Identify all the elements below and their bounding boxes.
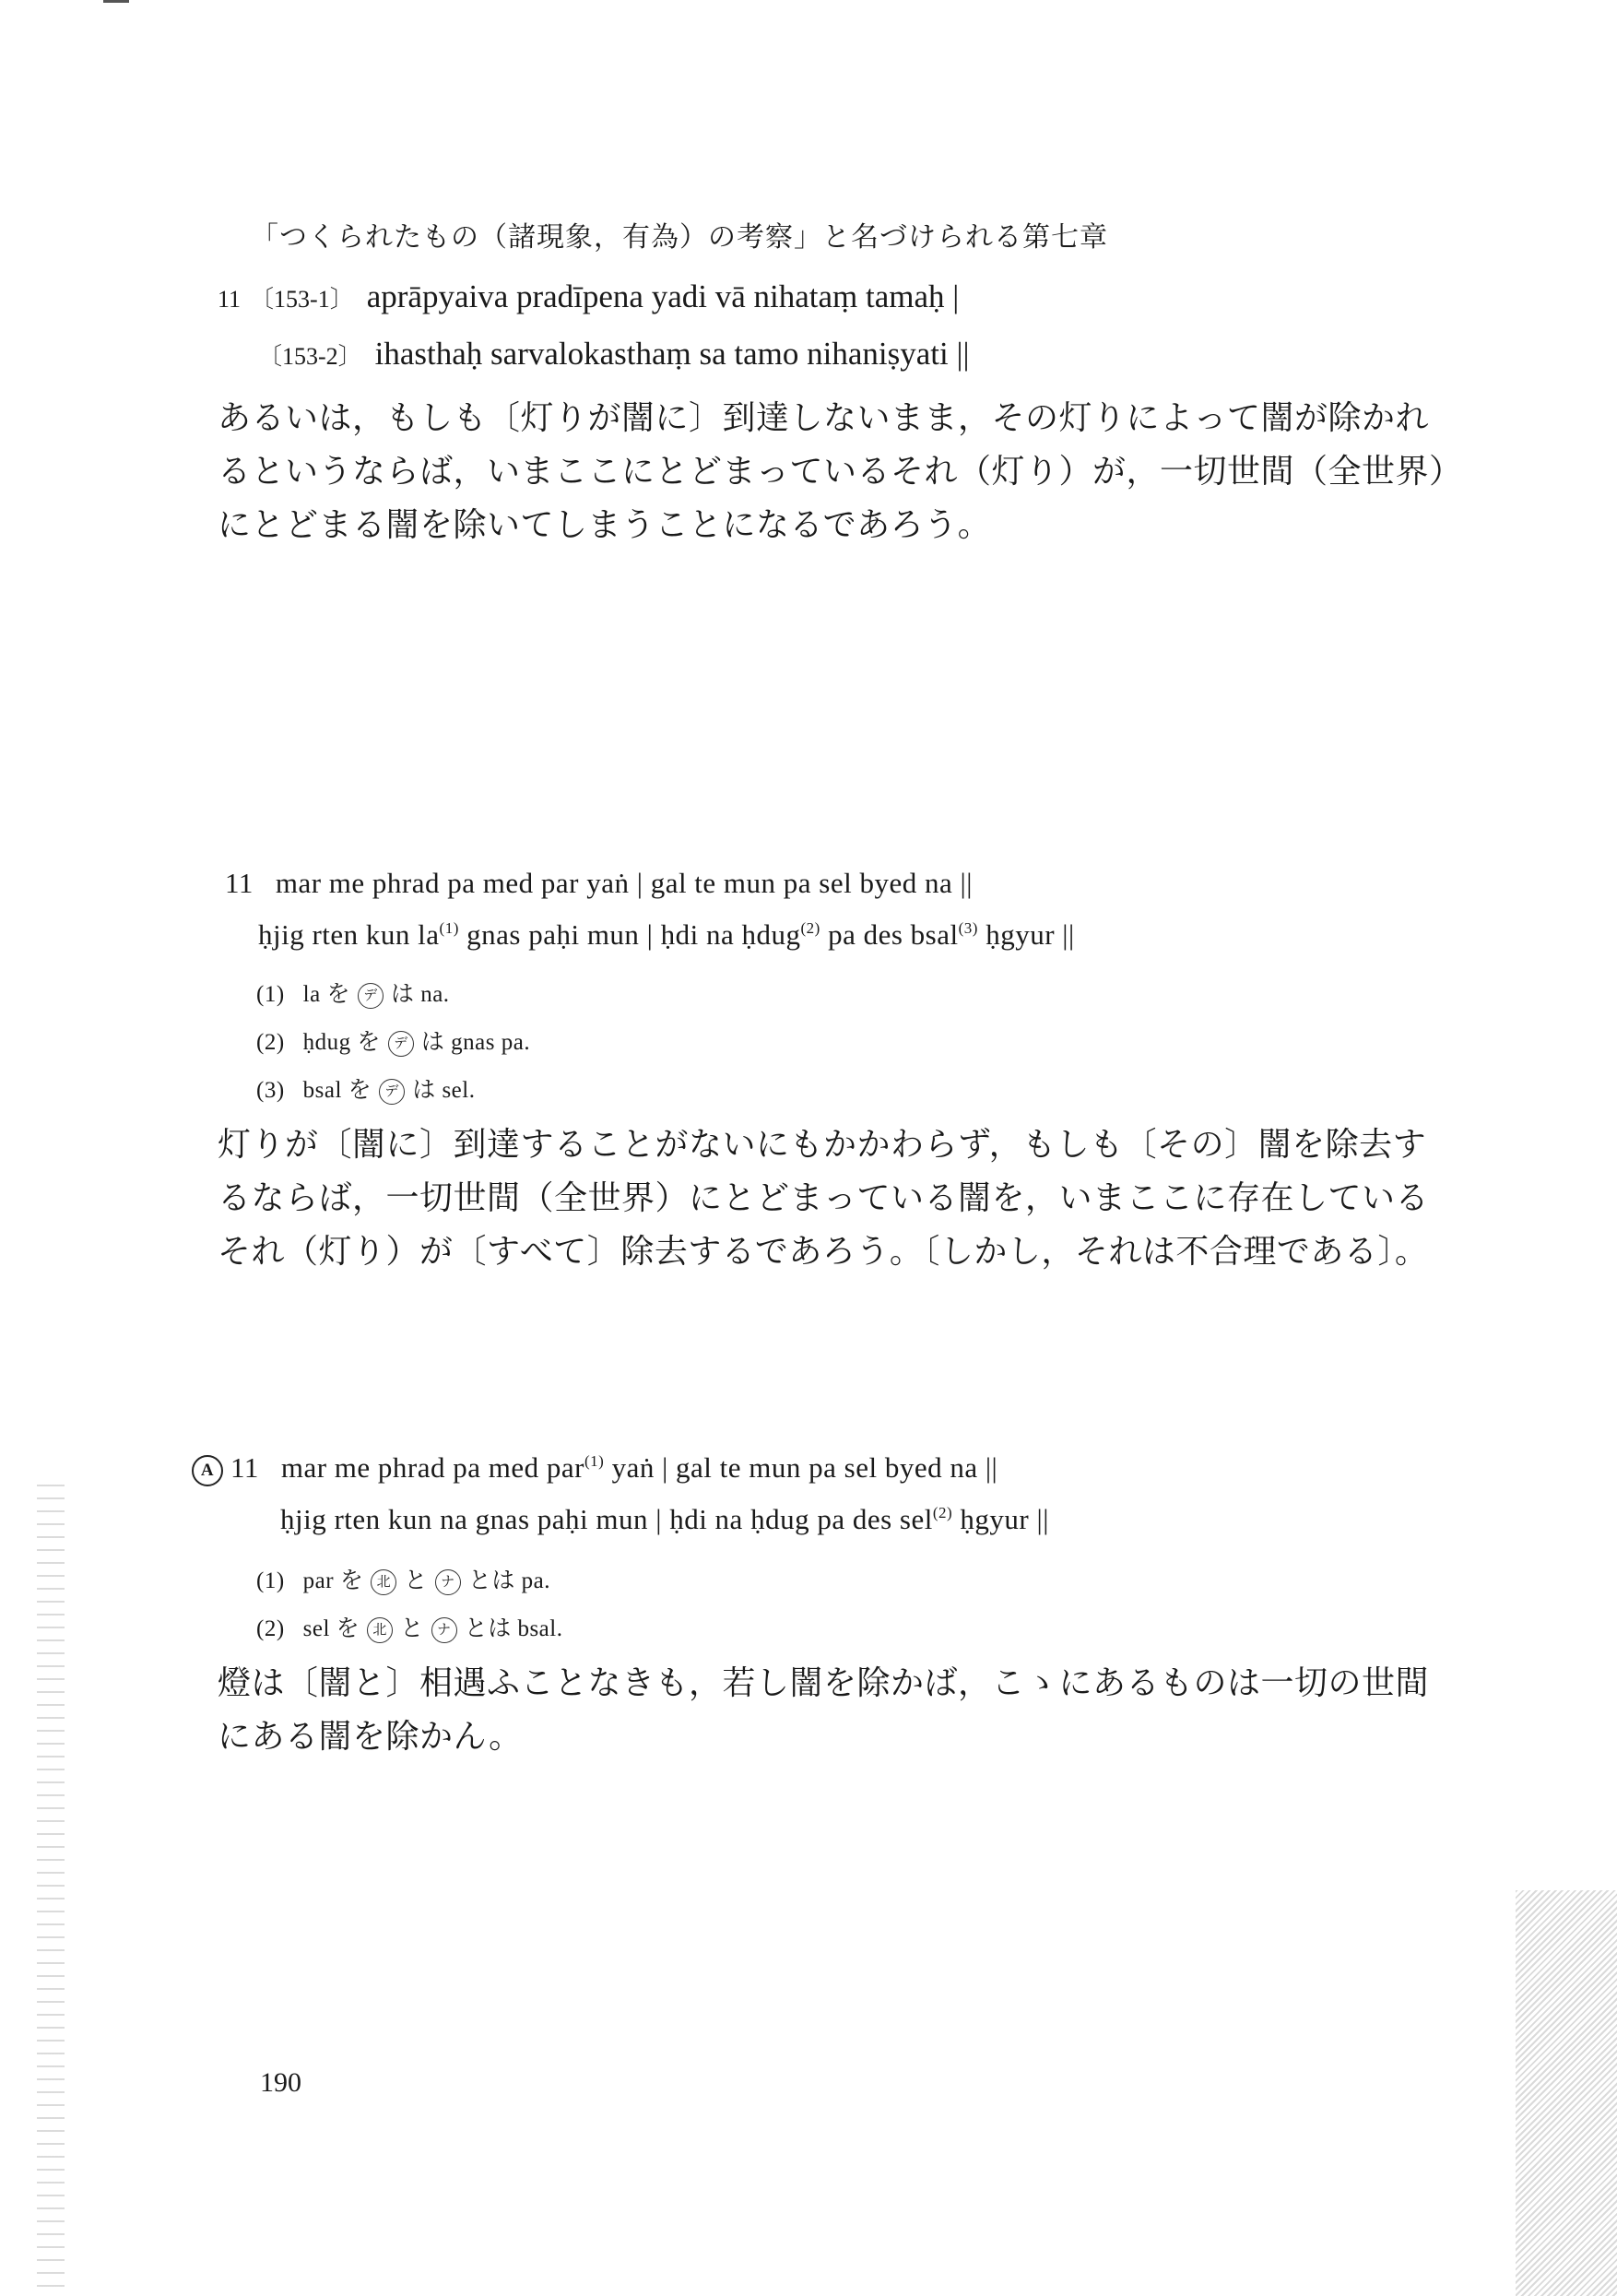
footnote-word: par を <box>302 1568 364 1593</box>
translation-block-2 <box>218 1126 1458 1289</box>
sanskrit-text: ihasthaḥ sarvalokasthaṃ sa tamo nihaniṣyati || <box>374 336 970 372</box>
footnote-number: (2) <box>256 1616 285 1641</box>
verse-number: 11 <box>225 867 254 899</box>
verse-number: 11 <box>230 1451 259 1484</box>
tibetan-text: pa des bsal <box>820 918 959 951</box>
note-ref: (2) <box>800 919 820 937</box>
translation-line: るならば，一切世間（全世界）にとどまっている闇を，いまここに存在している <box>218 1179 1430 1217</box>
footnote-conj: と <box>400 1616 424 1641</box>
translation-block-3 <box>218 1664 1458 1774</box>
edition-mark-icon: デ <box>379 1079 405 1105</box>
edition-a-icon: A <box>192 1455 223 1486</box>
translation-line: るというならば，いまここにとどまっているそれ（灯り）が，一切世間（全世界） <box>218 453 1463 491</box>
tibetan-line-4 <box>280 1503 1049 1536</box>
scan-noise <box>37 1475 65 2287</box>
note-ref: (2) <box>932 1504 953 1521</box>
footnote <box>256 1610 562 1643</box>
footnote-word: bsal を <box>302 1078 372 1103</box>
tibetan-text: ḥgyur || <box>977 918 1075 951</box>
verse-ref: 〔153-2〕 <box>258 343 362 370</box>
note-ref: (3) <box>958 919 978 937</box>
footnote-word: ḥdug を <box>302 1030 381 1055</box>
note-ref: (1) <box>584 1452 605 1470</box>
footnote-reading: は sel. <box>412 1078 476 1103</box>
edition-mark-icon: デ <box>388 1031 414 1057</box>
page-number: 190 <box>260 2067 301 2098</box>
scan-noise <box>1516 1890 1617 2296</box>
footnote-number: (1) <box>256 982 285 1007</box>
verse-number: 11 <box>218 286 242 313</box>
chapter-title: 「つくられたもの（諸現象，有為）の考察」と名づけられる第七章 <box>251 221 1108 254</box>
sanskrit-line-1 <box>218 278 959 315</box>
footnote <box>256 1024 530 1057</box>
footnote <box>256 1071 475 1105</box>
footnote-number: (1) <box>256 1568 285 1593</box>
translation-line: 燈は〔闇と〕相遇ふことなきも，若し闇を除かば，こゝにあるものは一切の世間 <box>218 1664 1430 1702</box>
footnote-word: la を <box>302 982 350 1007</box>
tibetan-text: ḥjig rten kun la <box>258 918 440 951</box>
footnote-reading: は na. <box>390 982 450 1007</box>
translation-line: にある闇を除かん。 <box>218 1718 523 1756</box>
tibetan-text: mar me phrad pa med par <box>280 1451 584 1484</box>
edition-mark-icon: デ <box>358 983 384 1009</box>
tibetan-line-1 <box>225 867 973 900</box>
scan-mark <box>103 0 129 3</box>
sanskrit-text: aprāpyaiva pradīpena yadi vā nihataṃ tamaḥ | <box>366 278 960 314</box>
tibetan-text: mar me phrad pa med par yaṅ | gal te mun pa sel byed na || <box>275 867 973 899</box>
footnote-reading: は gnas pa. <box>420 1030 531 1055</box>
footnote <box>256 976 450 1009</box>
tibetan-line-3 <box>192 1451 997 1486</box>
footnote <box>256 1562 550 1595</box>
tibetan-line-2 <box>258 918 1075 952</box>
edition-mark-icon: 北 <box>367 1617 393 1643</box>
footnote-word: sel を <box>302 1616 360 1641</box>
footnote-reading: とは pa. <box>467 1568 550 1593</box>
translation-line: 灯りが〔闇に〕到達することがないにもかかわらず，もしも〔その〕闇を除去す <box>218 1126 1427 1164</box>
tibetan-text: yaṅ | gal te mun pa sel byed na || <box>604 1451 998 1484</box>
note-ref: (1) <box>439 919 459 937</box>
tibetan-text: ḥjig rten kun na gnas paḥi mun | ḥdi na ḥdug pa des sel <box>280 1503 933 1535</box>
tibetan-text: ḥgyur || <box>952 1503 1049 1535</box>
sanskrit-line-2 <box>258 336 970 373</box>
verse-ref: 〔153-1〕 <box>250 286 354 313</box>
translation-line: あるいは，もしも〔灯りが闇に〕到達しないまま，その灯りによって闇が除かれ <box>218 399 1430 437</box>
edition-mark-icon: ナ <box>431 1617 457 1643</box>
edition-mark-icon: 北 <box>371 1569 396 1595</box>
edition-mark-icon: ナ <box>435 1569 461 1595</box>
tibetan-text: gnas paḥi mun | ḥdi na ḥdug <box>458 918 801 951</box>
translation-line: にとどまる闇を除いてしまうことになるであろう。 <box>218 506 992 544</box>
footnote-number: (2) <box>256 1030 285 1055</box>
footnote-number: (3) <box>256 1078 285 1103</box>
footnote-conj: と <box>404 1568 428 1593</box>
translation-block-1 <box>218 399 1463 562</box>
footnote-reading: とは bsal. <box>464 1616 563 1641</box>
translation-line: それ（灯り）が〔すべて〕除去するであろう。〔しかし，それは不合理である〕。 <box>218 1233 1429 1271</box>
